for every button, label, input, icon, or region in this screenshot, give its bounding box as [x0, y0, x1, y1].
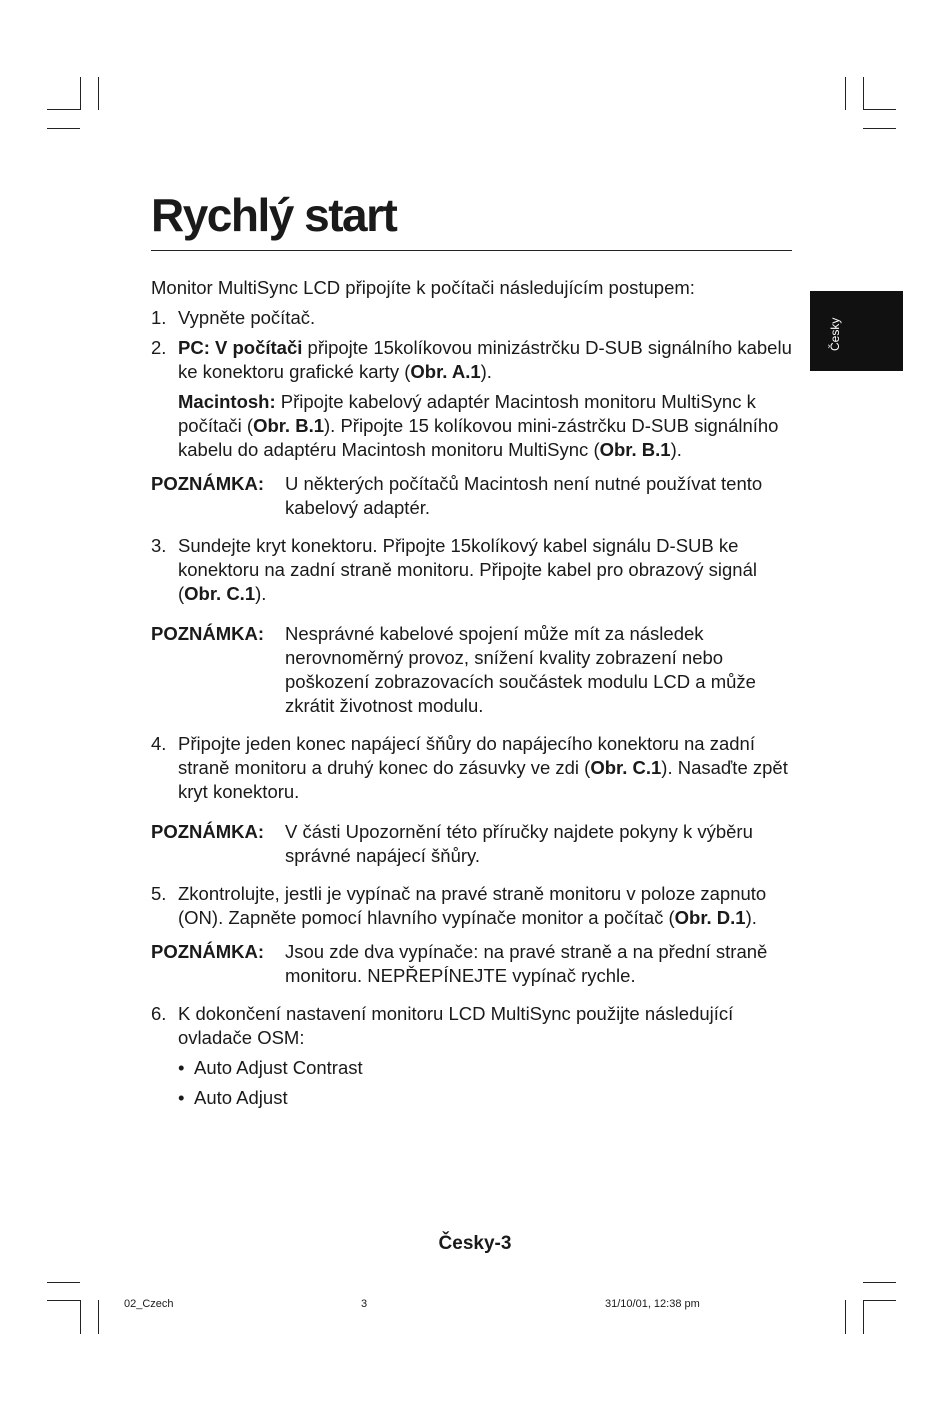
- footer-date: 31/10/01, 12:38 pm: [605, 1298, 700, 1310]
- instructions: [151, 276, 801, 1116]
- crop-mark: [863, 1300, 896, 1301]
- page-title: Rychlý start: [151, 189, 397, 241]
- language-tab: [810, 291, 903, 371]
- note-2: POZNÁMKA: Nesprávné kabelové spojení může mít za následek nerovnoměrný provoz, snížení kvality zobrazení nebo poškození zobrazovacích součástek modulu LCD a může zkrátit životnost modulu.: [151, 623, 756, 716]
- crop-mark: [98, 1300, 99, 1334]
- crop-mark: [863, 109, 896, 110]
- footer-file: 02_Czech: [124, 1298, 174, 1310]
- page-number: Česky-3: [438, 1233, 512, 1254]
- step-3: 3. Sundejte kryt konektoru. Připojte 15kolíkový kabel signálu D-SUB ke konektoru na zadní straně monitoru. Připojte kabel pro obrazový signál (Obr. C.1).: [151, 535, 757, 604]
- crop-mark: [863, 1300, 864, 1334]
- list-item: • Auto Adjust: [178, 1087, 288, 1108]
- step-2: 2. PC: V počítači připojte 15kolíkovou minizástrčku D-SUB signálního kabelu ke konektoru grafické karty (Obr. A.1). Macintosh: Připojte kabelový adaptér Macintosh monitoru MultiSync k počítači (Obr. B.1). Připojte 15 kolíkovou mini-zástrčku D-SUB signálního kabelu do adaptéru Macintosh monitoru MultiSync (Obr. B.1).: [151, 336, 801, 462]
- step-2-mac: Macintosh: Připojte kabelový adaptér Macintosh monitoru MultiSync k počítači (Obr. B.1). Připojte 15 kolíkovou mini-zástrčku D-SUB signálního kabelu do adaptéru Macintosh monitoru MultiSync (Obr. B.1).: [178, 391, 779, 460]
- step-6: 6. K dokončení nastavení monitoru LCD MultiSync použijte následující ovladače OSM: • Auto Adjust Contrast • Auto Adjust: [151, 1002, 801, 1110]
- crop-mark: [845, 77, 846, 110]
- crop-mark: [863, 128, 896, 129]
- note-4: POZNÁMKA: Jsou zde dva vypínače: na pravé straně a na přední straně monitoru. NEPŘEPÍNEJTE vypínač rychle.: [151, 941, 768, 986]
- crop-mark: [47, 1300, 80, 1301]
- step-4: 4. Připojte jeden konec napájecí šňůry do napájecího konektoru na zadní straně monitoru a druhý konec do zásuvky ve zdi (Obr. C.1). Nasaďte zpět kryt konektoru.: [151, 733, 788, 802]
- intro-text: Monitor MultiSync LCD připojíte k počítači následujícím postupem:: [151, 277, 695, 298]
- crop-mark: [863, 77, 864, 110]
- crop-mark: [863, 1282, 896, 1283]
- crop-mark: [80, 1300, 81, 1334]
- crop-mark: [47, 109, 80, 110]
- step-1: 1. Vypněte počítač.: [151, 307, 316, 328]
- title-rule: [151, 250, 792, 251]
- step-5: 5. Zkontrolujte, jestli je vypínač na pravé straně monitoru v poloze zapnuto (ON). Zapněte pomocí hlavního vypínače monitor a počítač (Obr. D.1).: [151, 883, 767, 928]
- footer-page: 3: [361, 1298, 368, 1310]
- note-3: POZNÁMKA: V části Upozornění této příručky najdete pokyny k výběru správné napájecí šňůry.: [151, 821, 753, 866]
- language-tab-label: Česky: [828, 317, 842, 351]
- crop-mark: [47, 1282, 80, 1283]
- crop-mark: [80, 77, 81, 110]
- list-item: • Auto Adjust Contrast: [178, 1057, 363, 1078]
- note-1: POZNÁMKA: U některých počítačů Macintosh není nutné používat tento kabelový adaptér.: [151, 473, 763, 518]
- crop-mark: [98, 77, 99, 110]
- step-2-pc: PC: V počítači připojte 15kolíkovou minizástrčku D-SUB signálního kabelu ke konektoru grafické karty (Obr. A.1).: [178, 337, 792, 382]
- crop-mark: [47, 128, 80, 129]
- crop-mark: [845, 1300, 846, 1334]
